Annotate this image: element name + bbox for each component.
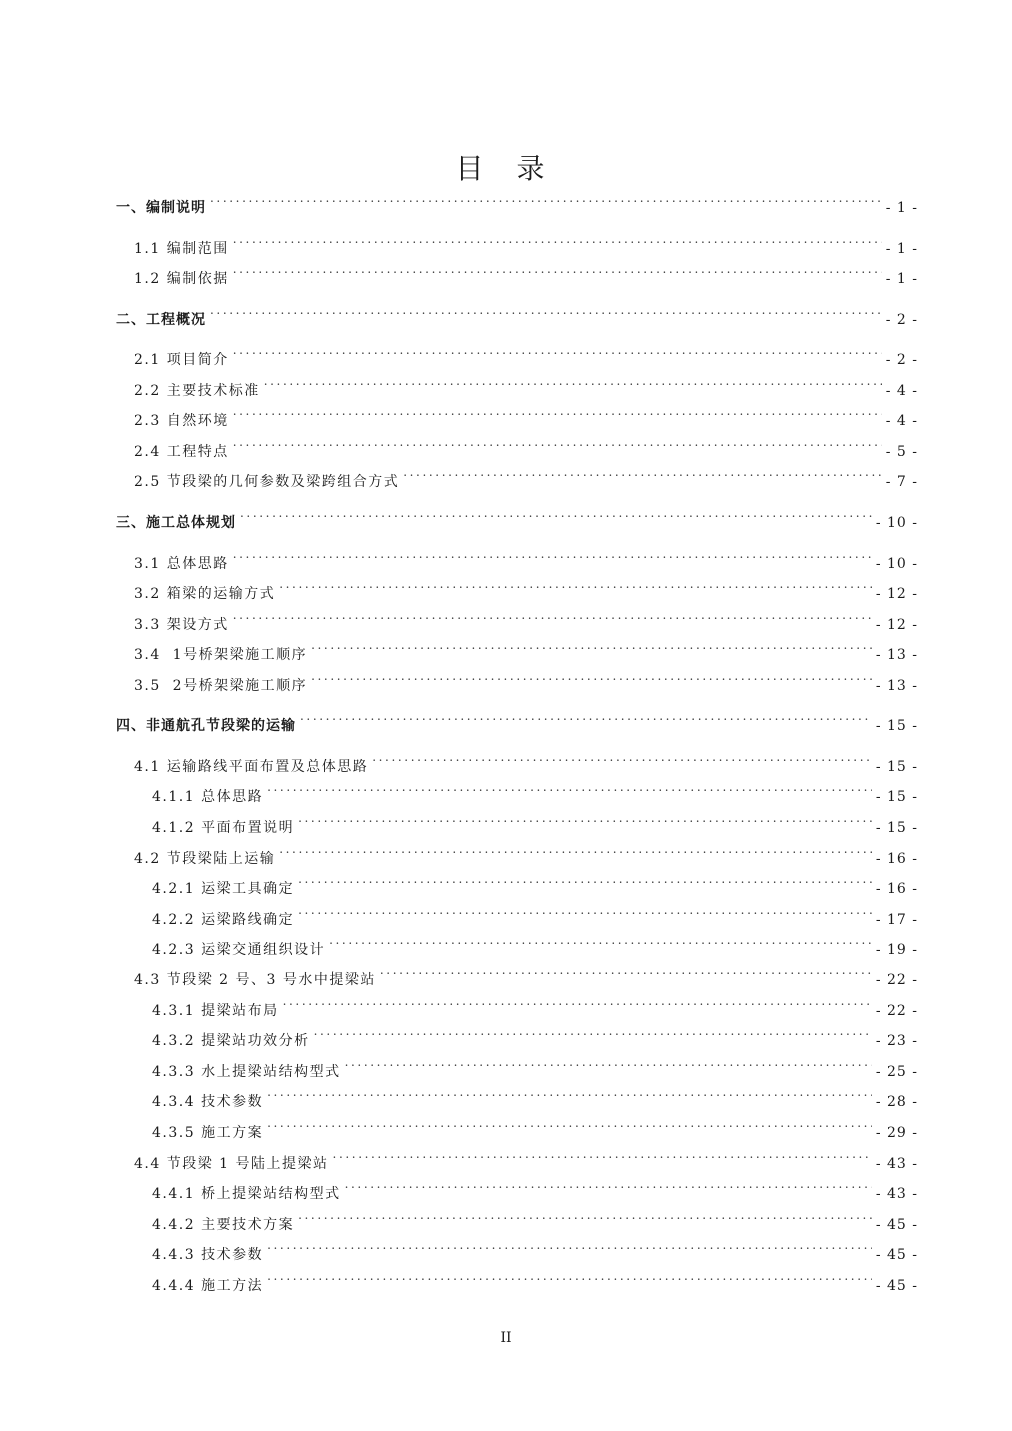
toc-entry-page: - 17 - [875,912,918,928]
dot-leader [279,841,872,863]
toc-entry-label: 三、施工总体规划 [116,515,236,531]
toc-entry-page: - 4 - [885,413,918,429]
toc-entry-label: 2.4 工程特点 [134,444,229,460]
toc-entry-label: 4.4.2 主要技术方案 [152,1217,295,1233]
toc-entry-label: 3.4 1号桥架梁施工顺序 [134,647,308,663]
dot-leader [329,932,872,954]
dot-leader [345,1054,872,1076]
dot-leader [240,505,872,527]
dot-leader [298,902,872,924]
toc-entry[interactable] [152,810,918,836]
toc-entry-label: 4.4.3 技术参数 [152,1247,264,1263]
dot-leader [298,871,872,893]
toc-entry-page: - 4 - [885,383,918,399]
toc-entry-page: - 16 - [875,881,918,897]
toc-entry-label: 1.1 编制范围 [134,241,229,257]
toc-entry-page: - 12 - [875,617,918,633]
toc-entry-label: 4.4.4 施工方法 [152,1278,264,1294]
toc-entry-label: 4.2.1 运梁工具确定 [152,881,295,897]
toc-entry-page: - 15 - [875,718,918,734]
toc-entry-page: - 22 - [875,972,918,988]
toc-entry-page: - 1 - [885,271,918,287]
dot-leader [333,1146,872,1168]
toc-entry[interactable] [152,871,918,897]
dot-leader [267,1115,872,1137]
dot-leader [233,546,872,568]
toc-entry-page: - 19 - [875,942,918,958]
dot-leader [267,1268,872,1290]
toc-entry-label: 4.4.1 桥上提梁站结构型式 [152,1186,341,1202]
page-title: 目 录 [455,151,557,185]
dot-leader [311,637,872,659]
toc-entry[interactable] [134,464,918,490]
toc-entry[interactable] [134,261,918,287]
toc-entry[interactable] [134,637,918,663]
toc-entry[interactable] [134,576,918,602]
dot-leader [403,464,882,486]
dot-leader [380,962,872,984]
toc-entry[interactable] [152,1268,918,1294]
toc-entry-label: 4.3.4 技术参数 [152,1094,264,1110]
toc-entry-page: - 29 - [875,1125,918,1141]
toc-entry-page: - 43 - [875,1186,918,1202]
toc-entry[interactable] [134,841,918,867]
toc-entry-label: 4.3.5 施工方案 [152,1125,264,1141]
toc-entry[interactable] [134,373,918,399]
toc-entry-page: - 13 - [875,647,918,663]
toc-entry[interactable] [134,1146,918,1172]
dot-leader [210,302,882,324]
toc-entry-page: - 10 - [875,556,918,572]
toc-entry[interactable] [134,434,918,460]
toc-entry[interactable] [116,708,918,734]
dot-leader [283,993,872,1015]
footer-page-number: II [500,1330,512,1346]
toc-entry-label: 2.5 节段梁的几何参数及梁跨组合方式 [134,474,400,490]
toc-entry-label: 1.2 编制依据 [134,271,229,287]
dot-leader [267,1237,872,1259]
toc-entry-label: 4.1 运输路线平面布置及总体思路 [134,759,369,775]
dot-leader [372,749,872,771]
dot-leader [311,668,872,690]
toc-entry-label: 4.1.1 总体思路 [152,789,264,805]
toc-entry-label: 4.3.1 提梁站布局 [152,1003,279,1019]
toc-entry[interactable] [152,902,918,928]
toc-entry[interactable] [152,1084,918,1110]
dot-leader [298,1207,872,1229]
toc-entry-label: 3.5 2号桥架梁施工顺序 [134,678,308,694]
toc-entry[interactable] [152,932,918,958]
toc-entry[interactable] [152,779,918,805]
toc-entry-page: - 1 - [885,200,918,216]
toc-entry[interactable] [152,1207,918,1233]
dot-leader [267,1084,872,1106]
toc-entry-label: 4.2.2 运梁路线确定 [152,912,295,928]
toc-entry[interactable] [134,962,918,988]
toc-entry-label: 4.4 节段梁 1 号陆上提梁站 [134,1156,329,1172]
dot-leader [233,607,872,629]
toc-entry-label: 2.1 项目简介 [134,352,229,368]
toc-entry[interactable] [152,993,918,1019]
toc-entry[interactable] [116,190,918,216]
toc-entry[interactable] [134,749,918,775]
toc-entry-page: - 45 - [875,1278,918,1294]
toc-entry-label: 4.2 节段梁陆上运输 [134,851,276,867]
toc-entry-page: - 2 - [885,352,918,368]
toc-entry-label: 2.2 主要技术标准 [134,383,260,399]
toc-entry[interactable] [134,342,918,368]
toc-entry[interactable] [134,231,918,257]
dot-leader [300,708,872,730]
toc-entry-page: - 13 - [875,678,918,694]
toc-entry[interactable] [152,1023,918,1049]
dot-leader [314,1023,872,1045]
toc-entry-label: 一、编制说明 [116,200,206,216]
toc-entry[interactable] [116,302,918,328]
dot-leader [233,403,882,425]
toc-entry-page: - 5 - [885,444,918,460]
dot-leader [233,434,882,456]
toc-entry[interactable] [152,1054,918,1080]
toc-entry[interactable] [134,546,918,572]
toc-entry-page: - 43 - [875,1156,918,1172]
toc-entry[interactable] [152,1115,918,1141]
dot-leader [298,810,872,832]
toc-entry-label: 4.2.3 运梁交通组织设计 [152,942,326,958]
toc-entry-label: 2.3 自然环境 [134,413,229,429]
toc-entry-page: - 15 - [875,789,918,805]
toc-entry-label: 3.3 架设方式 [134,617,229,633]
toc-entry-page: - 2 - [885,312,918,328]
toc-entry-page: - 22 - [875,1003,918,1019]
toc-entry-page: - 7 - [885,474,918,490]
toc-entry-page: - 25 - [875,1064,918,1080]
dot-leader [264,373,882,395]
toc-entry-page: - 45 - [875,1217,918,1233]
toc-entry-label: 4.3.2 提梁站功效分析 [152,1033,310,1049]
toc-entry-label: 二、工程概况 [116,312,206,328]
toc-entry-page: - 28 - [875,1094,918,1110]
dot-leader [233,231,882,253]
toc-entry-page: - 15 - [875,820,918,836]
toc-entry[interactable] [134,403,918,429]
toc-entry-label: 4.3 节段梁 2 号、3 号水中提梁站 [134,972,376,988]
toc-entry-label: 4.3.3 水上提梁站结构型式 [152,1064,341,1080]
toc-entry-page: - 23 - [875,1033,918,1049]
toc-entry[interactable] [152,1237,918,1263]
toc-entry-page: - 12 - [875,586,918,602]
toc-entry[interactable] [116,505,918,531]
dot-leader [345,1176,872,1198]
toc-entry[interactable] [152,1176,918,1202]
dot-leader [267,779,872,801]
toc-entry-page: - 1 - [885,241,918,257]
toc-entry-label: 4.1.2 平面布置说明 [152,820,295,836]
dot-leader [279,576,872,598]
dot-leader [210,190,882,212]
toc-entry[interactable] [134,668,918,694]
toc-entry-page: - 15 - [875,759,918,775]
dot-leader [233,342,882,364]
toc-entry-label: 3.2 箱梁的运输方式 [134,586,276,602]
toc-entry[interactable] [134,607,918,633]
dot-leader [233,261,882,283]
toc-entry-page: - 16 - [875,851,918,867]
toc-entry-label: 四、非通航孔节段梁的运输 [116,718,296,734]
toc-entry-page: - 45 - [875,1247,918,1263]
toc-entry-page: - 10 - [875,515,918,531]
toc-entry-label: 3.1 总体思路 [134,556,229,572]
